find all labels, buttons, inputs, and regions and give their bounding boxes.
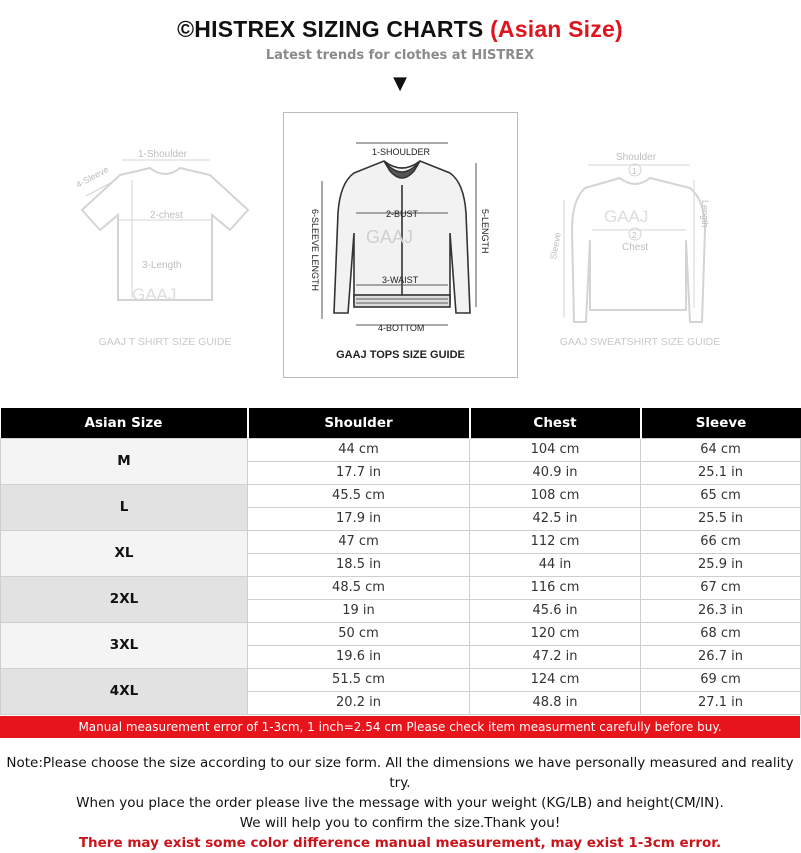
chest-cm-cell: 116 cm	[470, 576, 641, 599]
sweatshirt-diagram	[540, 140, 740, 330]
chest-cm-cell: 108 cm	[470, 484, 641, 507]
sweatshirt-marker-1: 1	[632, 167, 637, 176]
sweatshirt-marker-2: 2	[632, 231, 637, 240]
table-row	[1, 622, 801, 645]
page-title-suffix: (Asian Size)	[490, 16, 623, 42]
note-line-3: We will help you to confirm the size.Thank you!	[239, 815, 561, 831]
shoulder-cm-cell: 45.5 cm	[248, 484, 470, 507]
tops-bottom-label: 4-BOTTOM	[378, 323, 425, 333]
tops-waist-label: 3-WAIST	[382, 275, 419, 285]
chest-in-cell: 45.6 in	[470, 599, 641, 622]
table-row	[1, 484, 801, 507]
tops-guide-label: GAAJ TOPS SIZE GUIDE	[336, 349, 465, 361]
tshirt-guide-label: GAAJ T SHIRT SIZE GUIDE	[98, 336, 232, 348]
tops-length-label: 5-LENGTH	[480, 209, 490, 254]
header-asian-size: Asian Size	[1, 408, 248, 438]
tshirt-brand-watermark: GAAJ	[132, 285, 177, 304]
sleeve-in-cell: 26.7 in	[641, 645, 801, 668]
tops-size-guide	[283, 112, 518, 378]
tops-bust-label: 2-BUST	[386, 209, 419, 219]
tshirt-size-guide	[70, 140, 260, 350]
size-table-body	[1, 438, 801, 714]
tshirt-shoulder-label: 1-Shoulder	[138, 149, 187, 160]
shoulder-in-cell: 18.5 in	[248, 553, 470, 576]
tops-sleeve-length-label: 6-SLEEVE LENGTH	[310, 209, 320, 292]
shoulder-cm-cell: 47 cm	[248, 530, 470, 553]
size-cell: L	[1, 484, 248, 530]
sleeve-in-cell: 25.5 in	[641, 507, 801, 530]
chest-cm-cell: 124 cm	[470, 668, 641, 691]
sleeve-cm-cell: 67 cm	[641, 576, 801, 599]
note-line-1: Note:Please choose the size according to our size form. All the dimensions we have personally measured and reality try.	[6, 755, 794, 791]
down-arrow-icon: ▼	[393, 73, 407, 94]
table-row	[1, 576, 801, 599]
sleeve-in-cell: 26.3 in	[641, 599, 801, 622]
table-row	[1, 438, 801, 461]
chest-in-cell: 47.2 in	[470, 645, 641, 668]
measurement-error-banner: Manual measurement error of 1-3cm, 1 inch=2.54 cm Please check item measurment carefully before buy.	[0, 716, 800, 738]
page-title	[0, 16, 800, 43]
chest-in-cell: 42.5 in	[470, 507, 641, 530]
note-line-2: When you place the order please live the message with your weight (KG/LB) and height(CM/IN).	[76, 795, 724, 811]
sweatshirt-shoulder-label: Shoulder	[616, 152, 657, 163]
table-row	[1, 668, 801, 691]
tshirt-length-label: 3-Length	[142, 260, 182, 271]
shoulder-cm-cell: 51.5 cm	[248, 668, 470, 691]
sleeve-in-cell: 27.1 in	[641, 691, 801, 714]
sleeve-in-cell: 25.9 in	[641, 553, 801, 576]
shoulder-in-cell: 19.6 in	[248, 645, 470, 668]
size-cell: 4XL	[1, 668, 248, 714]
jacket-diagram	[284, 113, 517, 345]
chest-cm-cell: 104 cm	[470, 438, 641, 461]
size-table	[0, 408, 801, 715]
sleeve-cm-cell: 64 cm	[641, 438, 801, 461]
page-subtitle: Latest trends for clothes at HISTREX	[265, 48, 535, 63]
tshirt-diagram	[70, 140, 260, 330]
chest-in-cell: 44 in	[470, 553, 641, 576]
shoulder-in-cell: 20.2 in	[248, 691, 470, 714]
page-title-main: ©HISTREX SIZING CHARTS	[177, 16, 484, 42]
tshirt-sleeve-label: 4-Sleeve	[74, 164, 111, 190]
sweatshirt-guide-label: GAAJ SWEATSHIRT SIZE GUIDE	[559, 336, 721, 348]
note-warning: There may exist some color difference manual measurement, may exist 1-3cm error.	[78, 835, 722, 851]
tshirt-chest-label: 2-chest	[150, 210, 183, 221]
chest-cm-cell: 112 cm	[470, 530, 641, 553]
table-row	[1, 530, 801, 553]
sleeve-cm-cell: 65 cm	[641, 484, 801, 507]
shoulder-cm-cell: 48.5 cm	[248, 576, 470, 599]
sleeve-cm-cell: 69 cm	[641, 668, 801, 691]
sleeve-cm-cell: 68 cm	[641, 622, 801, 645]
sleeve-in-cell: 25.1 in	[641, 461, 801, 484]
sweatshirt-length-label: Length	[700, 200, 710, 228]
tops-shoulder-label: 1-SHOULDER	[372, 147, 431, 157]
sweatshirt-chest-label: Chest	[622, 242, 649, 253]
tops-brand-watermark: GAAJ	[366, 227, 414, 247]
shoulder-cm-cell: 44 cm	[248, 438, 470, 461]
sweatshirt-brand-watermark: GAAJ	[604, 207, 649, 226]
chest-cm-cell: 120 cm	[470, 622, 641, 645]
header-chest: Chest	[470, 408, 641, 438]
shoulder-in-cell: 17.7 in	[248, 461, 470, 484]
sleeve-cm-cell: 66 cm	[641, 530, 801, 553]
size-cell: 3XL	[1, 622, 248, 668]
shoulder-cm-cell: 50 cm	[248, 622, 470, 645]
shoulder-in-cell: 17.9 in	[248, 507, 470, 530]
notes-block	[0, 753, 800, 853]
size-cell: M	[1, 438, 248, 484]
table-header-row	[1, 408, 801, 438]
size-cell: 2XL	[1, 576, 248, 622]
sweatshirt-size-guide	[540, 140, 740, 350]
size-cell: XL	[1, 530, 248, 576]
header-shoulder: Shoulder	[248, 408, 470, 438]
chest-in-cell: 40.9 in	[470, 461, 641, 484]
header-sleeve: Sleeve	[641, 408, 801, 438]
shoulder-in-cell: 19 in	[248, 599, 470, 622]
chest-in-cell: 48.8 in	[470, 691, 641, 714]
sweatshirt-sleeve-label: Sleeve	[548, 231, 563, 261]
